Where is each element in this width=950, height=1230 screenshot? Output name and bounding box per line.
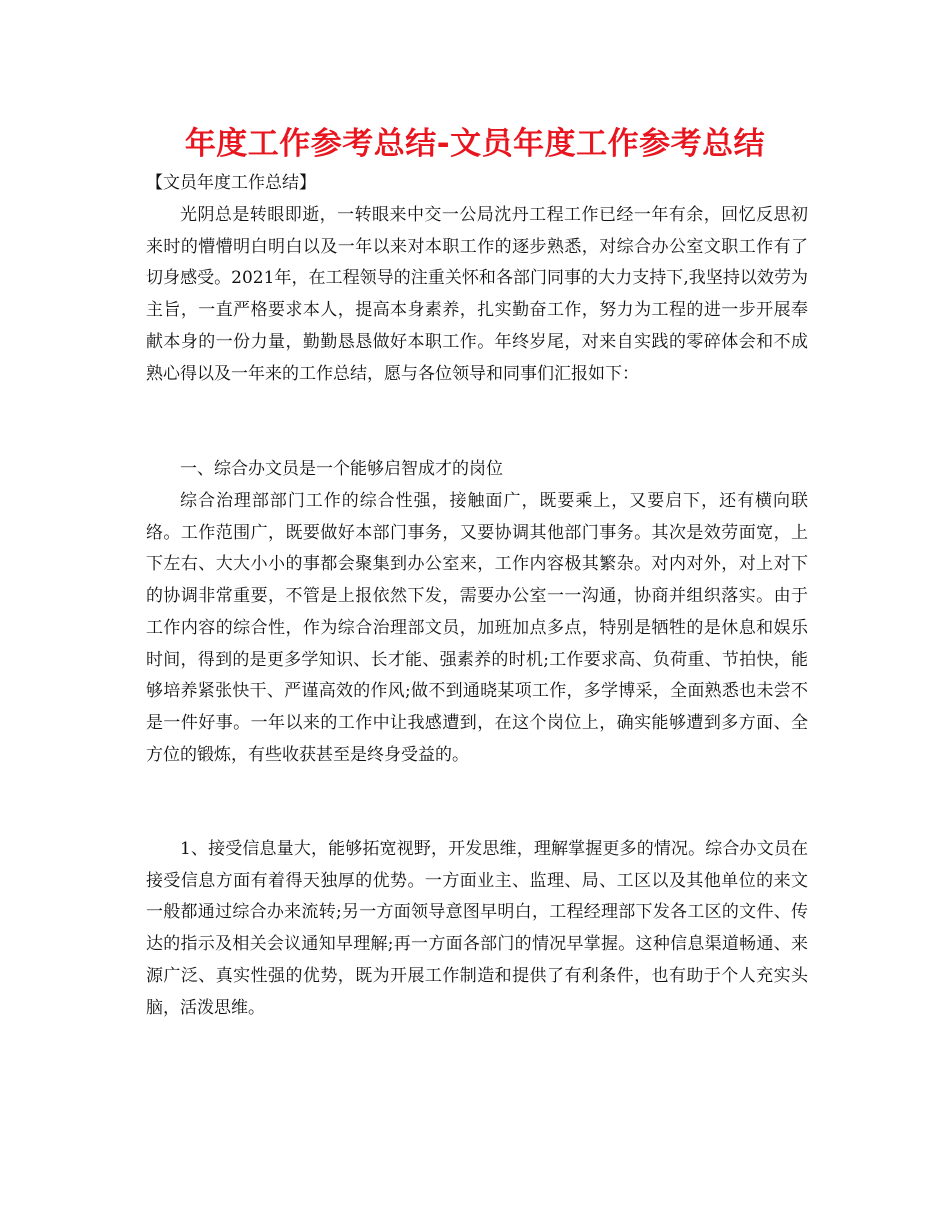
intro-paragraph: 光阴总是转眼即逝，一转眼来中交一公局沈丹工程工作已经一年有余，回忆反思初来时的懵懵明白明白以及一年以来对本职工作的逐步熟悉，对综合办公室文职工作有了切身感受。2021年，在工程领导的注重关怀和各部门同事的大力支持下,我坚持以效劳为主旨，一直严格要求本人，提高本身素养，扎实勤奋工作，努力为工程的进一步开展奉献本身的一份力量，勤勤恳恳做好本职工作。年终岁尾，对来自实践的零碎体会和不成熟心得以及一年来的工作总结，愿与各位领导和同事们汇报如下： xyxy=(146,205,808,384)
heading-one: 一、综合办文员是一个能够启智成才的岗位 xyxy=(180,459,503,479)
section-header: 【文员年度工作总结】 xyxy=(146,173,316,193)
document-title: 年度工作参考总结-文员年度工作参考总结 xyxy=(184,126,766,162)
body-paragraph-one: 综合治理部部门工作的综合性强，接触面广，既要乘上，又要启下，还有横向联络。工作范围广，既要做好本部门事务，又要协调其他部门事务。其次是效劳面宽，上下左右、大大小小的事都会聚集到办公室来，工作内容极其繁杂。对内对外，对上对下的协调非常重要，不管是上报依然下发，需要办公室一一沟通，协商并组织落实。由于工作内容的综合性，作为综合治理部文员，加班加点多点，特别是牺牲的是休息和娱乐时间，得到的是更多学知识、长才能、强素养的时机;工作要求高、负荷重、节拍快，能够培养紧张快干、严谨高效的作风;做不到通晓某项工作，多学博采，全面熟悉也未尝不是一件好事。一年以来的工作中让我感遭到，在这个岗位上，确实能够遭到多方面、全方位的锻炼，有些收获甚至是终身受益的。 xyxy=(146,491,808,765)
point-one-paragraph: 1、接受信息量大，能够拓宽视野，开发思维，理解掌握更多的情况。综合办文员在接受信息方面有着得天独厚的优势。一方面业主、监理、局、工区以及其他单位的来文一般都通过综合办来流转;另一方面领导意图早明白，工程经理部下发各工区的文件、传达的指示及相关会议通知早理解;再一方面各部门的情况早掌握。这种信息渠道畅通、来源广泛、真实性强的优势，既为开展工作制造和提供了有利条件，也有助于个人充实头脑，活泼思维。 xyxy=(146,839,808,1018)
